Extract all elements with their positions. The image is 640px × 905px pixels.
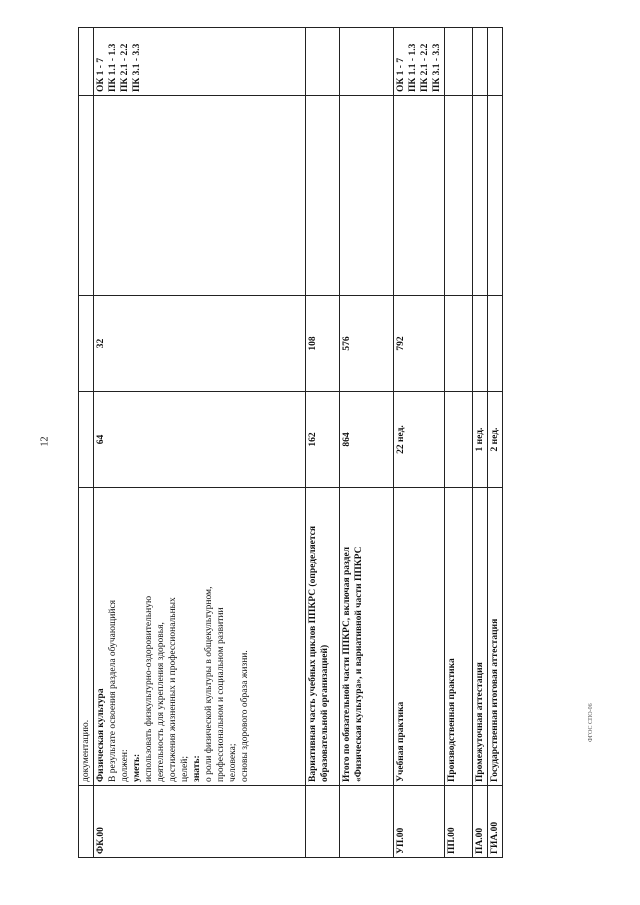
competencies — [306, 28, 340, 96]
row-description — [306, 488, 340, 786]
empty-cell — [340, 96, 394, 296]
competencies — [394, 28, 445, 96]
competency-code: ПК 2.1 - 2.2 — [420, 43, 430, 92]
row-title: Итого по обязательной части ППКРС, включая раздел «Физическая культура», и вариативной части ППКРС — [342, 546, 364, 782]
max-load: 2 нед. — [488, 392, 503, 488]
required-hours — [473, 296, 488, 392]
row-description — [94, 488, 306, 786]
table-row — [79, 28, 94, 858]
empty-cell — [306, 96, 340, 296]
table-row — [394, 28, 445, 858]
curriculum-table-sheet — [78, 28, 500, 858]
row-title: Государственная итоговая аттестация — [490, 618, 500, 782]
row-code — [306, 786, 340, 858]
required-hours — [79, 296, 94, 392]
required-hours: 576 — [340, 296, 394, 392]
description-line: В результате освоения раздела обучающийся — [108, 599, 118, 782]
row-title: Производственная практика — [447, 658, 457, 782]
row-title: Промежуточная аттестация — [475, 662, 485, 782]
table-row — [340, 28, 394, 858]
row-code: ПП.00 — [445, 786, 473, 858]
empty-cell — [79, 96, 94, 296]
row-code: ГИА.00 — [488, 786, 503, 858]
description-line: достижения жизненных и профессиональных — [168, 597, 178, 782]
row-description — [394, 488, 445, 786]
competency-code: ПК 3.1 - 3.3 — [432, 43, 442, 92]
max-load: 864 — [340, 392, 394, 488]
row-title: Вариативная часть учебных циклов ППКРС (определяется образовательной организацией) — [308, 525, 330, 782]
competency-code: ПК 1.1 - 1.3 — [108, 43, 118, 92]
competencies — [94, 28, 306, 96]
competencies — [340, 28, 394, 96]
empty-cell — [445, 96, 473, 296]
max-load — [445, 392, 473, 488]
description-line: знать: — [192, 755, 202, 782]
competency-code: ПК 1.1 - 1.3 — [408, 43, 418, 92]
table-row — [445, 28, 473, 858]
competency-code: ОК 1 - 7 — [396, 57, 406, 92]
empty-cell — [488, 96, 503, 296]
description-line: деятельность для укрепления здоровья, — [156, 622, 166, 782]
competencies — [79, 28, 94, 96]
row-description — [488, 488, 503, 786]
row-code: ПА.00 — [473, 786, 488, 858]
description-line: основы здорового образа жизни. — [240, 650, 250, 782]
description-line: целей; — [180, 756, 190, 782]
competencies — [445, 28, 473, 96]
table-row — [94, 28, 306, 858]
row-code — [79, 786, 94, 858]
competencies — [488, 28, 503, 96]
table-row — [488, 28, 503, 858]
row-code: УП.00 — [394, 786, 445, 858]
row-title: Учебная практика — [396, 701, 406, 782]
max-load: 1 нед. — [473, 392, 488, 488]
row-title: Физическая культура — [96, 688, 106, 782]
required-hours: 32 — [94, 296, 306, 392]
row-code — [340, 786, 394, 858]
required-hours: 108 — [306, 296, 340, 392]
max-load: 64 — [94, 392, 306, 488]
description-line: о роли физической культуры в общекультурном, — [204, 586, 214, 782]
empty-cell — [94, 96, 306, 296]
max-load: 22 нед. — [394, 392, 445, 488]
empty-cell — [394, 96, 445, 296]
required-hours — [488, 296, 503, 392]
table-row — [306, 28, 340, 858]
required-hours — [445, 296, 473, 392]
description-line: должен: — [120, 749, 130, 782]
row-code: ФК.00 — [94, 786, 306, 858]
required-hours: 792 — [394, 296, 445, 392]
description-line: профессиональном и социальном развитии — [216, 607, 226, 782]
max-load — [79, 392, 94, 488]
footer-stamp: ФГОС СПО-06 — [588, 703, 594, 742]
empty-cell — [473, 96, 488, 296]
description-line: человека; — [228, 743, 238, 782]
row-description — [340, 488, 394, 786]
row-description — [79, 488, 94, 786]
table-row — [473, 28, 488, 858]
page-number: 12 — [39, 436, 51, 447]
description-line: документацию. — [81, 719, 91, 782]
curriculum-table — [78, 27, 503, 858]
description-line: использовать физкультурно-оздоровительную — [144, 595, 154, 782]
description-line: уметь: — [132, 753, 142, 782]
competency-code: ПК 3.1 - 3.3 — [132, 43, 142, 92]
competency-code: ОК 1 - 7 — [96, 57, 106, 92]
row-description — [473, 488, 488, 786]
max-load: 162 — [306, 392, 340, 488]
competency-code: ПК 2.1 - 2.2 — [120, 43, 130, 92]
competencies — [473, 28, 488, 96]
row-description — [445, 488, 473, 786]
